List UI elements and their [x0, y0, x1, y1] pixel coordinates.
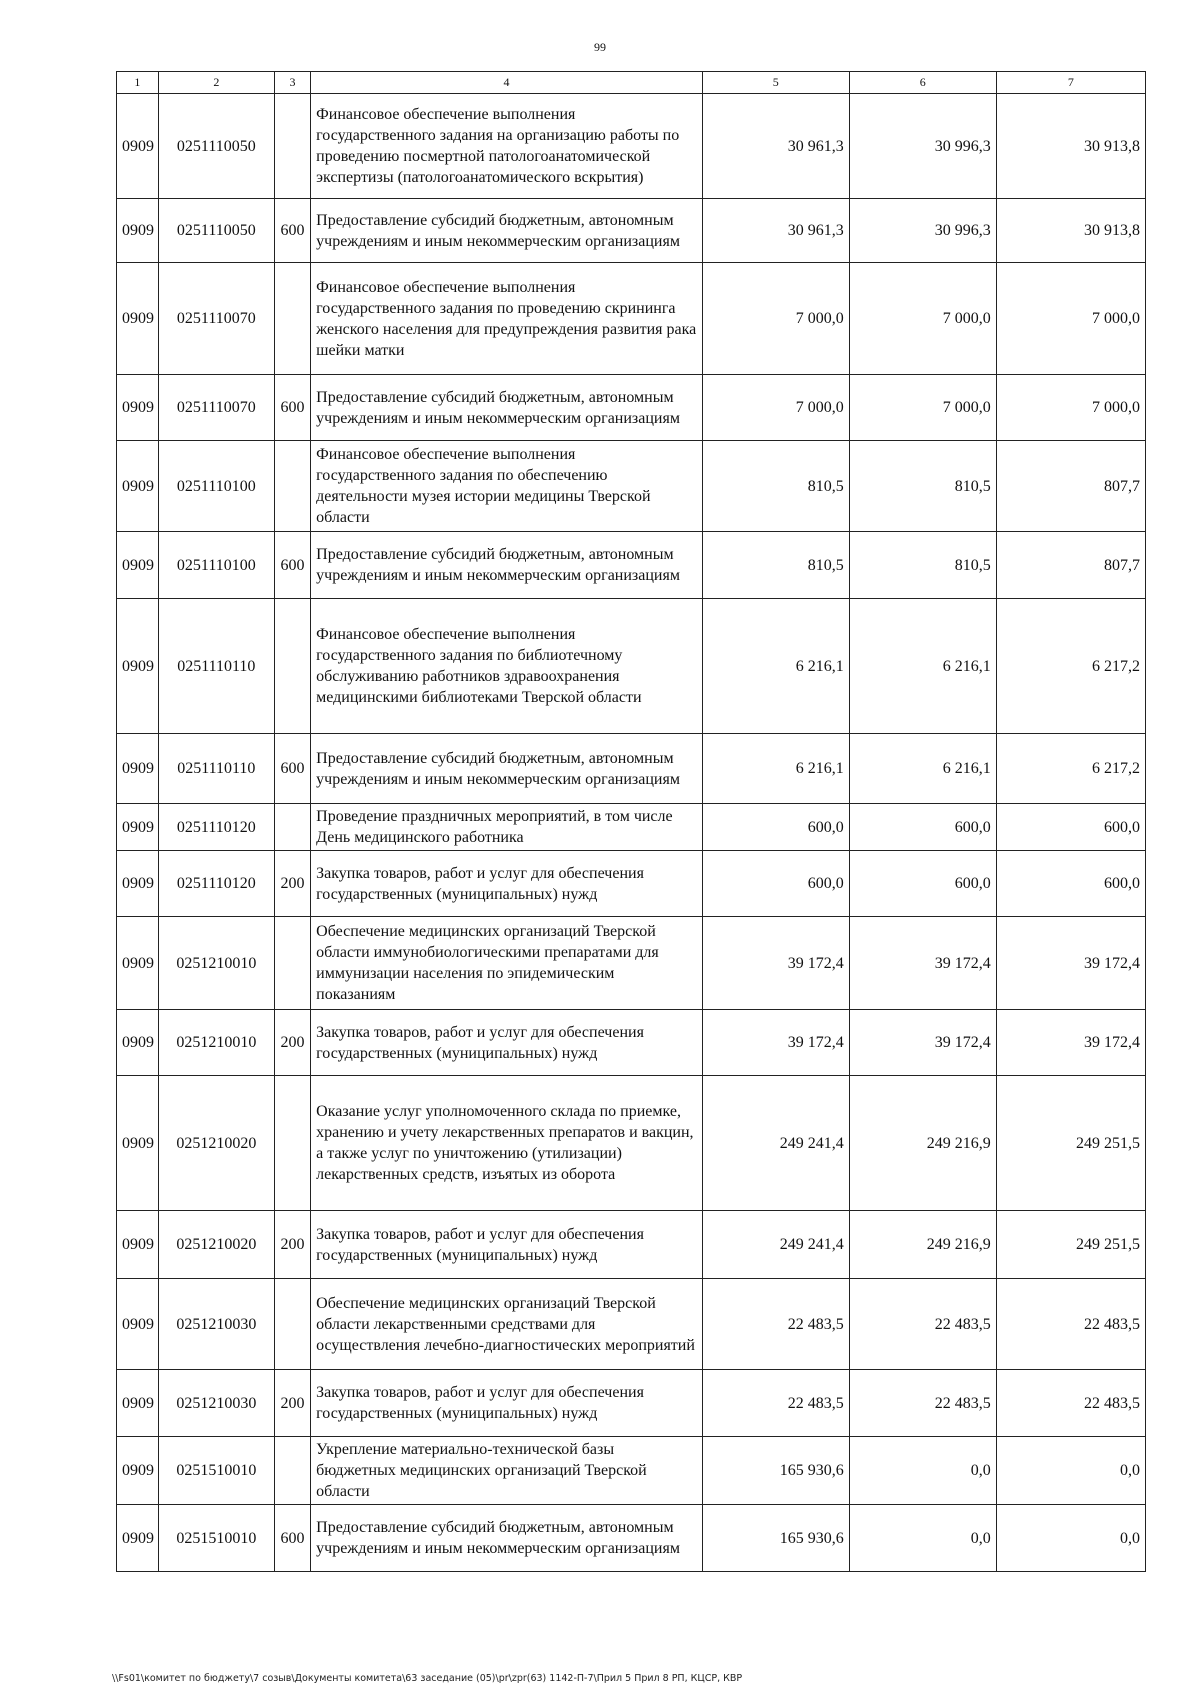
amount-year-2: 6 216,1: [849, 599, 996, 734]
item-name: Закупка товаров, работ и услуг для обеспечения государственных (муниципальных) нужд: [311, 1211, 703, 1279]
table-row: [117, 1437, 1146, 1505]
amount-year-3: 22 483,5: [996, 1370, 1145, 1437]
amount-year-3: 30 913,8: [996, 94, 1145, 199]
amount-year-3: 249 251,5: [996, 1076, 1145, 1211]
footer-file-path: \\Fs01\комитет по бюджету\7 созыв\Документы комитета\63 заседание (05)\pr\zpr(63) 1142-П-7\Прил 5 Прил 8 РП, КЦСР, КВР: [112, 1673, 743, 1684]
table-row: [117, 94, 1146, 199]
section-code: 0909: [117, 1437, 159, 1505]
target-code: 0251110070: [158, 263, 274, 375]
amount-year-1: 22 483,5: [702, 1370, 849, 1437]
table-row: [117, 917, 1146, 1010]
expense-kind: 600: [274, 734, 310, 804]
expense-kind: 600: [274, 1505, 310, 1572]
target-code: 0251110110: [158, 734, 274, 804]
amount-year-2: 22 483,5: [849, 1279, 996, 1370]
item-name: Обеспечение медицинских организаций Тверской области иммунобиологическими препаратами для иммунизации населения по эпидемическим показаниям: [311, 917, 703, 1010]
section-code: 0909: [117, 1505, 159, 1572]
section-code: 0909: [117, 263, 159, 375]
target-code: 0251210030: [158, 1370, 274, 1437]
item-name: Оказание услуг уполномоченного склада по приемке, хранению и учету лекарственных препаратов и вакцин, а также услуг по уничтожению (утилизации) лекарственных средств, изъятых из оборота: [311, 1076, 703, 1211]
table-row: [117, 804, 1146, 851]
budget-table: [116, 71, 1146, 1572]
table-row: [117, 1505, 1146, 1572]
table-row: [117, 1076, 1146, 1211]
amount-year-1: 7 000,0: [702, 263, 849, 375]
amount-year-2: 7 000,0: [849, 375, 996, 441]
table-row: [117, 1370, 1146, 1437]
amount-year-2: 600,0: [849, 851, 996, 917]
section-code: 0909: [117, 375, 159, 441]
amount-year-1: 165 930,6: [702, 1505, 849, 1572]
target-code: 0251210010: [158, 1010, 274, 1076]
amount-year-1: 249 241,4: [702, 1211, 849, 1279]
amount-year-2: 6 216,1: [849, 734, 996, 804]
amount-year-3: 0,0: [996, 1505, 1145, 1572]
amount-year-1: 6 216,1: [702, 599, 849, 734]
item-name: Предоставление субсидий бюджетным, автономным учреждениям и иным некоммерческим организациям: [311, 199, 703, 263]
table-row: [117, 441, 1146, 532]
amount-year-1: 165 930,6: [702, 1437, 849, 1505]
expense-kind: [274, 804, 310, 851]
item-name: Предоставление субсидий бюджетным, автономным учреждениям и иным некоммерческим организациям: [311, 1505, 703, 1572]
expense-kind: 600: [274, 199, 310, 263]
column-header-target: 2: [158, 72, 274, 94]
item-name: Предоставление субсидий бюджетным, автономным учреждениям и иным некоммерческим организациям: [311, 375, 703, 441]
amount-year-1: 22 483,5: [702, 1279, 849, 1370]
table-row: [117, 734, 1146, 804]
amount-year-3: 30 913,8: [996, 199, 1145, 263]
section-code: 0909: [117, 804, 159, 851]
expense-kind: [274, 599, 310, 734]
expense-kind: [274, 917, 310, 1010]
amount-year-1: 249 241,4: [702, 1076, 849, 1211]
amount-year-3: 6 217,2: [996, 599, 1145, 734]
table-row: [117, 1010, 1146, 1076]
header-row: [117, 72, 1146, 94]
target-code: 0251110050: [158, 94, 274, 199]
amount-year-3: 7 000,0: [996, 375, 1145, 441]
amount-year-1: 7 000,0: [702, 375, 849, 441]
amount-year-3: 249 251,5: [996, 1211, 1145, 1279]
expense-kind: 600: [274, 375, 310, 441]
section-code: 0909: [117, 734, 159, 804]
table-row: [117, 375, 1146, 441]
expense-kind: [274, 263, 310, 375]
table-row: [117, 851, 1146, 917]
amount-year-2: 30 996,3: [849, 199, 996, 263]
section-code: 0909: [117, 1076, 159, 1211]
table-row: [117, 599, 1146, 734]
expense-kind: [274, 441, 310, 532]
target-code: 0251210010: [158, 917, 274, 1010]
amount-year-3: 807,7: [996, 532, 1145, 599]
column-header-year-3: 7: [996, 72, 1145, 94]
amount-year-2: 39 172,4: [849, 1010, 996, 1076]
amount-year-3: 807,7: [996, 441, 1145, 532]
amount-year-2: 810,5: [849, 441, 996, 532]
item-name: Проведение праздничных мероприятий, в том числе День медицинского работника: [311, 804, 703, 851]
amount-year-1: 30 961,3: [702, 199, 849, 263]
column-header-year-2: 6: [849, 72, 996, 94]
amount-year-3: 22 483,5: [996, 1279, 1145, 1370]
expense-kind: 200: [274, 1010, 310, 1076]
amount-year-3: 600,0: [996, 851, 1145, 917]
amount-year-2: 39 172,4: [849, 917, 996, 1010]
amount-year-1: 30 961,3: [702, 94, 849, 199]
column-header-year-1: 5: [702, 72, 849, 94]
section-code: 0909: [117, 1010, 159, 1076]
target-code: 0251110100: [158, 532, 274, 599]
amount-year-1: 39 172,4: [702, 917, 849, 1010]
item-name: Финансовое обеспечение выполнения государственного задания по библиотечному обслуживанию работников здравоохранения медицинскими библиотеками Тверской области: [311, 599, 703, 734]
table-row: [117, 1279, 1146, 1370]
section-code: 0909: [117, 1211, 159, 1279]
page-number: 99: [594, 40, 606, 54]
target-code: 0251110070: [158, 375, 274, 441]
section-code: 0909: [117, 94, 159, 199]
column-header-name: 4: [311, 72, 703, 94]
amount-year-2: 22 483,5: [849, 1370, 996, 1437]
expense-kind: 200: [274, 1370, 310, 1437]
amount-year-2: 0,0: [849, 1437, 996, 1505]
amount-year-3: 39 172,4: [996, 1010, 1145, 1076]
section-code: 0909: [117, 851, 159, 917]
amount-year-3: 39 172,4: [996, 917, 1145, 1010]
table-row: [117, 1211, 1146, 1279]
amount-year-1: 6 216,1: [702, 734, 849, 804]
item-name: Закупка товаров, работ и услуг для обеспечения государственных (муниципальных) нужд: [311, 1370, 703, 1437]
item-name: Предоставление субсидий бюджетным, автономным учреждениям и иным некоммерческим организациям: [311, 734, 703, 804]
item-name: Финансовое обеспечение выполнения государственного задания на организацию работы по проведению посмертной патологоанатомической экспертизы (патологоанатомического вскрытия): [311, 94, 703, 199]
expense-kind: [274, 1279, 310, 1370]
expense-kind: 600: [274, 532, 310, 599]
amount-year-3: 0,0: [996, 1437, 1145, 1505]
amount-year-2: 600,0: [849, 804, 996, 851]
item-name: Финансовое обеспечение выполнения государственного задания по обеспечению деятельности музея истории медицины Тверской области: [311, 441, 703, 532]
amount-year-3: 7 000,0: [996, 263, 1145, 375]
target-code: 0251110120: [158, 804, 274, 851]
section-code: 0909: [117, 199, 159, 263]
target-code: 0251510010: [158, 1437, 274, 1505]
expense-kind: 200: [274, 851, 310, 917]
amount-year-1: 810,5: [702, 441, 849, 532]
column-header-kind: 3: [274, 72, 310, 94]
item-name: Обеспечение медицинских организаций Тверской области лекарственными средствами для осуществления лечебно-диагностических мероприятий: [311, 1279, 703, 1370]
target-code: 0251110110: [158, 599, 274, 734]
amount-year-1: 600,0: [702, 851, 849, 917]
target-code: 0251210020: [158, 1211, 274, 1279]
section-code: 0909: [117, 599, 159, 734]
section-code: 0909: [117, 917, 159, 1010]
amount-year-1: 810,5: [702, 532, 849, 599]
table-row: [117, 199, 1146, 263]
target-code: 0251110120: [158, 851, 274, 917]
amount-year-2: 810,5: [849, 532, 996, 599]
target-code: 0251210030: [158, 1279, 274, 1370]
section-code: 0909: [117, 441, 159, 532]
expense-kind: [274, 1437, 310, 1505]
amount-year-2: 249 216,9: [849, 1211, 996, 1279]
expense-kind: [274, 94, 310, 199]
column-header-section: 1: [117, 72, 159, 94]
target-code: 0251210020: [158, 1076, 274, 1211]
amount-year-3: 600,0: [996, 804, 1145, 851]
amount-year-2: 0,0: [849, 1505, 996, 1572]
section-code: 0909: [117, 1370, 159, 1437]
target-code: 0251110100: [158, 441, 274, 532]
amount-year-1: 600,0: [702, 804, 849, 851]
table-row: [117, 263, 1146, 375]
expense-kind: [274, 1076, 310, 1211]
amount-year-2: 7 000,0: [849, 263, 996, 375]
item-name: Финансовое обеспечение выполнения государственного задания по проведению скрининга женского населения для предупреждения развития рака шейки матки: [311, 263, 703, 375]
target-code: 0251110050: [158, 199, 274, 263]
amount-year-1: 39 172,4: [702, 1010, 849, 1076]
section-code: 0909: [117, 532, 159, 599]
item-name: Закупка товаров, работ и услуг для обеспечения государственных (муниципальных) нужд: [311, 851, 703, 917]
amount-year-3: 6 217,2: [996, 734, 1145, 804]
table-row: [117, 532, 1146, 599]
section-code: 0909: [117, 1279, 159, 1370]
target-code: 0251510010: [158, 1505, 274, 1572]
item-name: Укрепление материально-технической базы бюджетных медицинских организаций Тверской области: [311, 1437, 703, 1505]
item-name: Закупка товаров, работ и услуг для обеспечения государственных (муниципальных) нужд: [311, 1010, 703, 1076]
amount-year-2: 30 996,3: [849, 94, 996, 199]
amount-year-2: 249 216,9: [849, 1076, 996, 1211]
item-name: Предоставление субсидий бюджетным, автономным учреждениям и иным некоммерческим организациям: [311, 532, 703, 599]
expense-kind: 200: [274, 1211, 310, 1279]
